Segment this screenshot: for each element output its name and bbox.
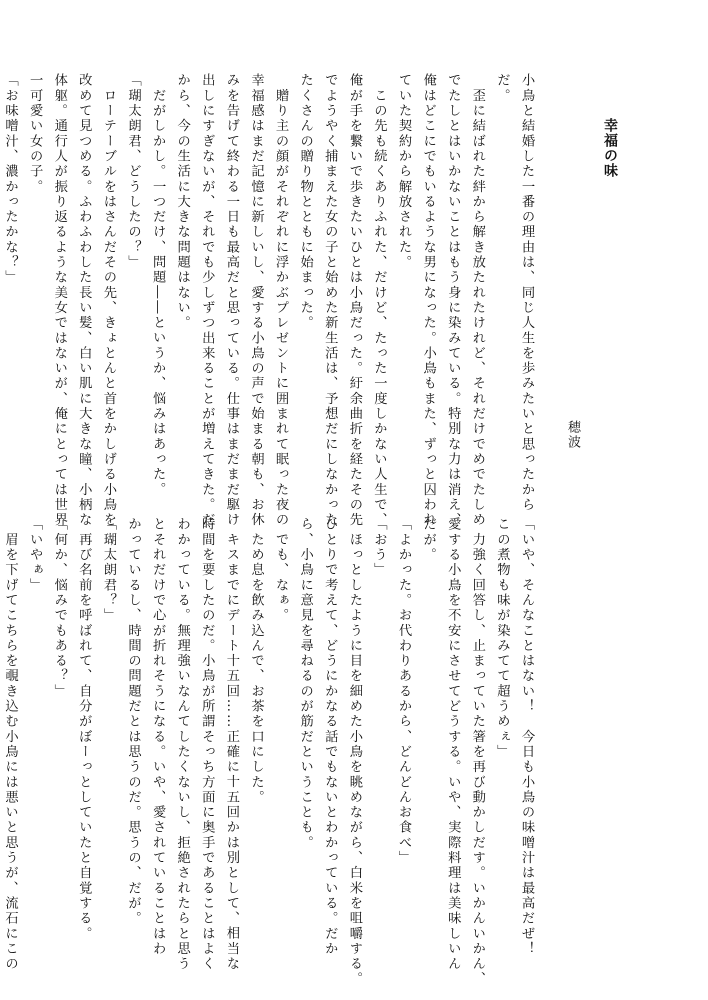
text-line: この先も続くありふれた、だけど、たった一度しかない人生で、 (371, 73, 387, 528)
text-line: 「よかった。お代わりあるから、どんどんお食べ」 (396, 517, 412, 866)
text-line: から、今の生活に大きな問題はない。 (174, 73, 190, 331)
text-line: ほっとしたように目を細めた小鳥を眺めながら、白米を咀嚼する。 (346, 517, 362, 987)
text-line: 「瑚太朗君、どうしたの？」 (125, 73, 141, 270)
text-line: ていた契約から解放された。 (396, 73, 412, 270)
text-line: 眉を下げてこちらを覗き込む小鳥には悪いと思うが、流石にこの (2, 517, 18, 972)
text-line: 力強く回答し、止まっていた箸を再び動かしだす。いかんいかん、 (469, 517, 485, 987)
text-line: 時間を要したのだ。小鳥が所謂そっち方面に奥手であることはよく (199, 517, 215, 972)
text-line: 「いやぁ」 (27, 517, 43, 593)
text-line: ひとりで考えて、どうにかなる話でもないとわかっている。だか (322, 517, 338, 957)
text-line: かっているし、時間の問題だとは思うのだ。思うの、だが。 (125, 517, 141, 927)
text-line: でようやく捕まえた女の子と始めた新生活は、予想だにしなかった (322, 73, 338, 528)
text-line: みを告げて終わる一日も最高だと思っている。仕事はまだまだ駆け (223, 73, 239, 528)
text-line: 愛する小鳥を不安にさせてどうする。いや、実際料理は美味しいん (445, 517, 461, 972)
text-line: ら、小鳥に意見を尋ねるのが筋だということも。 (297, 517, 313, 851)
lower-text-block (0, 517, 538, 987)
text-line: 再び名前を呼ばれて、自分がぼーっとしていたと自覚する。 (76, 517, 92, 942)
story-title: 幸福の味 (602, 118, 618, 178)
text-line: 一可愛い女の子。 (27, 73, 43, 195)
author-name: 穂波 (565, 420, 580, 450)
text-line: 出しにすぎないが、それでも少しずつ出来ることが増えてきた。だ (199, 73, 215, 528)
text-line: だがしかし。一つだけ、問題――というか、悩みはあった。 (150, 73, 166, 498)
text-line: 「おう」 (371, 517, 387, 578)
text-line: キスまでにデート十五回……正確に十五回かは別として、相当な (223, 517, 239, 972)
text-line: 体躯。通行人が振り返るような美女ではないが、俺にとっては世界 (51, 73, 67, 528)
text-line: 改めて見つめる。ふわふわした長い髪、白い肌に大きな瞳、小柄な (76, 73, 92, 528)
upper-text-block (0, 73, 538, 528)
text-line: でたしとはいかないことはもう身に染みている。特別な力は消え、 (445, 73, 461, 528)
text-line: わかっている。無理強いなんてしたくないし、拒絶されたらと思う (174, 517, 190, 972)
text-line: ため息を飲み込んで、お茶を口にした。 (248, 517, 264, 805)
text-line: 「いや、そんなことはない！ 今日も小鳥の味噌汁は最高だぜ！ (519, 517, 534, 957)
text-line: 「お味噌汁、濃かったかな？」 (2, 73, 18, 286)
text-line: この煮物も味が染みてて超うめぇ」 (494, 517, 510, 760)
text-line: 「瑚太朗君？」 (100, 517, 116, 624)
text-line: だ。 (494, 73, 510, 104)
text-line: 小鳥と結婚した一番の理由は、同じ人生を歩みたいと思ったから (519, 73, 534, 513)
text-line: ローテーブルをはさんだその先、きょとんと首をかしげる小鳥を (100, 73, 116, 528)
text-line: たくさんの贈り物とともに始まった。 (297, 73, 313, 331)
text-line: 幸福感はまだ記憶に新しいし、愛する小鳥の声で始まる朝も、お休 (248, 73, 264, 528)
text-line: 「何か、悩みでもある？」 (51, 517, 67, 699)
text-line: とそれだけで心が折れそうになる。いや、愛されていることはわ (150, 517, 166, 957)
text-line: でも、なぁ。 (273, 517, 289, 624)
text-line: だが。 (420, 517, 436, 563)
text-line: 俺が手を繋いで歩きたいひとは小鳥だった。紆余曲折を経たその先 (346, 73, 362, 528)
text-line: 贈り主の顔がそれぞれに浮かぶプレゼントに囲まれて眠った夜の (273, 73, 289, 528)
text-line: 俺はどこにでもいるような男になった。小鳥もまた、ずっと囚われ (420, 73, 436, 528)
text-line: 歪に結ばれた絆から解き放たれたけれど、それだけでめでたしめ (469, 73, 485, 528)
